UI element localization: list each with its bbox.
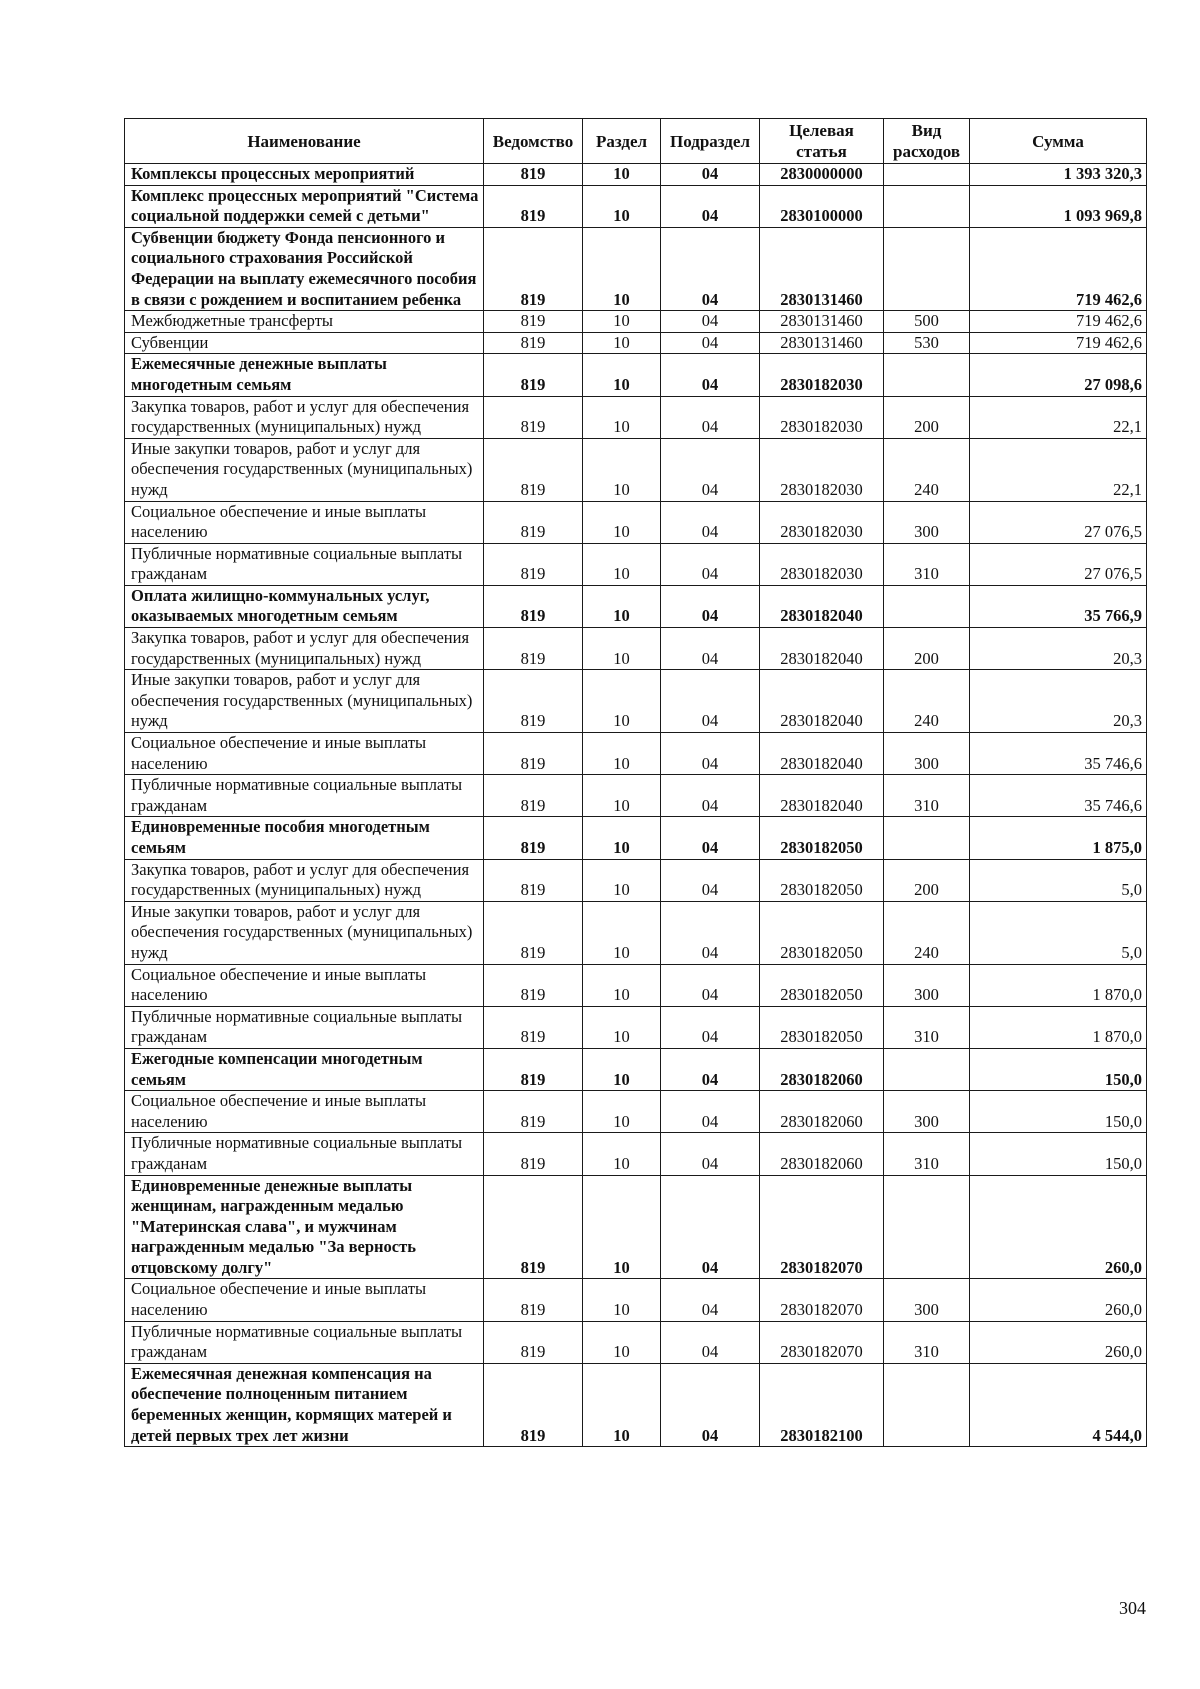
cell-celevaya-statya: 2830131460 bbox=[760, 332, 884, 354]
cell-name: Публичные нормативные социальные выплаты гражданам bbox=[125, 1006, 484, 1048]
table-row bbox=[125, 396, 1147, 438]
cell-vedomstvo: 819 bbox=[484, 733, 583, 775]
cell-celevaya-statya: 2830182100 bbox=[760, 1363, 884, 1446]
cell-vid-rashodov: 300 bbox=[884, 964, 970, 1006]
cell-razdel: 10 bbox=[583, 1048, 661, 1090]
cell-razdel: 10 bbox=[583, 164, 661, 186]
cell-vid-rashodov bbox=[884, 585, 970, 627]
cell-name: Публичные нормативные социальные выплаты гражданам bbox=[125, 1133, 484, 1175]
table-row bbox=[125, 901, 1147, 964]
cell-razdel: 10 bbox=[583, 332, 661, 354]
cell-celevaya-statya: 2830131460 bbox=[760, 311, 884, 333]
cell-razdel: 10 bbox=[583, 1175, 661, 1279]
cell-vedomstvo: 819 bbox=[484, 1091, 583, 1133]
table-row bbox=[125, 543, 1147, 585]
cell-summa: 4 544,0 bbox=[970, 1363, 1147, 1446]
cell-celevaya-statya: 2830182040 bbox=[760, 775, 884, 817]
cell-podrazdel: 04 bbox=[661, 964, 760, 1006]
cell-vedomstvo: 819 bbox=[484, 354, 583, 396]
table-row bbox=[125, 164, 1147, 186]
cell-summa: 719 462,6 bbox=[970, 332, 1147, 354]
cell-podrazdel: 04 bbox=[661, 1048, 760, 1090]
cell-celevaya-statya: 2830182040 bbox=[760, 628, 884, 670]
cell-summa: 150,0 bbox=[970, 1133, 1147, 1175]
cell-razdel: 10 bbox=[583, 901, 661, 964]
table-row bbox=[125, 859, 1147, 901]
cell-name: Публичные нормативные социальные выплаты гражданам bbox=[125, 543, 484, 585]
cell-celevaya-statya: 2830131460 bbox=[760, 227, 884, 310]
cell-celevaya-statya: 2830182050 bbox=[760, 1006, 884, 1048]
header-razdel: Раздел bbox=[583, 119, 661, 164]
cell-celevaya-statya: 2830182050 bbox=[760, 901, 884, 964]
cell-summa: 1 393 320,3 bbox=[970, 164, 1147, 186]
cell-summa: 150,0 bbox=[970, 1048, 1147, 1090]
cell-razdel: 10 bbox=[583, 1133, 661, 1175]
table-row bbox=[125, 775, 1147, 817]
cell-podrazdel: 04 bbox=[661, 501, 760, 543]
cell-celevaya-statya: 2830182030 bbox=[760, 501, 884, 543]
cell-summa: 719 462,6 bbox=[970, 311, 1147, 333]
header-celevaya-statya: Целевая статья bbox=[760, 119, 884, 164]
cell-podrazdel: 04 bbox=[661, 332, 760, 354]
header-podrazdel: Подраздел bbox=[661, 119, 760, 164]
cell-celevaya-statya: 2830182070 bbox=[760, 1279, 884, 1321]
table-body bbox=[125, 164, 1147, 1447]
cell-name: Комплексы процессных мероприятий bbox=[125, 164, 484, 186]
cell-summa: 1 093 969,8 bbox=[970, 185, 1147, 227]
cell-vedomstvo: 819 bbox=[484, 185, 583, 227]
cell-podrazdel: 04 bbox=[661, 1279, 760, 1321]
cell-name: Ежемесячная денежная компенсация на обеспечение полноценным питанием беременных женщин, кормящих матерей и детей первых трех лет жизни bbox=[125, 1363, 484, 1446]
cell-summa: 22,1 bbox=[970, 396, 1147, 438]
cell-podrazdel: 04 bbox=[661, 227, 760, 310]
cell-celevaya-statya: 2830182030 bbox=[760, 543, 884, 585]
cell-name: Публичные нормативные социальные выплаты гражданам bbox=[125, 1321, 484, 1363]
cell-razdel: 10 bbox=[583, 1006, 661, 1048]
cell-vedomstvo: 819 bbox=[484, 164, 583, 186]
cell-razdel: 10 bbox=[583, 1363, 661, 1446]
table-row bbox=[125, 628, 1147, 670]
cell-celevaya-statya: 2830182050 bbox=[760, 859, 884, 901]
table-row bbox=[125, 1279, 1147, 1321]
cell-podrazdel: 04 bbox=[661, 859, 760, 901]
cell-celevaya-statya: 2830182040 bbox=[760, 733, 884, 775]
cell-razdel: 10 bbox=[583, 1279, 661, 1321]
cell-name: Оплата жилищно-коммунальных услуг, оказываемых многодетным семьям bbox=[125, 585, 484, 627]
cell-name: Иные закупки товаров, работ и услуг для обеспечения государственных (муниципальных) нужд bbox=[125, 438, 484, 501]
cell-name: Закупка товаров, работ и услуг для обеспечения государственных (муниципальных) нужд bbox=[125, 396, 484, 438]
cell-podrazdel: 04 bbox=[661, 1363, 760, 1446]
cell-vid-rashodov: 300 bbox=[884, 1279, 970, 1321]
cell-summa: 27 076,5 bbox=[970, 501, 1147, 543]
table-header-row bbox=[125, 119, 1147, 164]
cell-podrazdel: 04 bbox=[661, 543, 760, 585]
cell-vedomstvo: 819 bbox=[484, 775, 583, 817]
cell-razdel: 10 bbox=[583, 227, 661, 310]
cell-celevaya-statya: 2830000000 bbox=[760, 164, 884, 186]
cell-podrazdel: 04 bbox=[661, 354, 760, 396]
cell-summa: 5,0 bbox=[970, 901, 1147, 964]
cell-vedomstvo: 819 bbox=[484, 1133, 583, 1175]
cell-razdel: 10 bbox=[583, 1321, 661, 1363]
cell-name: Социальное обеспечение и иные выплаты населению bbox=[125, 501, 484, 543]
cell-name: Закупка товаров, работ и услуг для обеспечения государственных (муниципальных) нужд bbox=[125, 628, 484, 670]
cell-name: Закупка товаров, работ и услуг для обеспечения государственных (муниципальных) нужд bbox=[125, 859, 484, 901]
table-row bbox=[125, 354, 1147, 396]
cell-vid-rashodov: 310 bbox=[884, 1006, 970, 1048]
cell-vedomstvo: 819 bbox=[484, 1279, 583, 1321]
table-row bbox=[125, 1321, 1147, 1363]
cell-razdel: 10 bbox=[583, 817, 661, 859]
cell-podrazdel: 04 bbox=[661, 1133, 760, 1175]
cell-summa: 35 746,6 bbox=[970, 733, 1147, 775]
cell-celevaya-statya: 2830182040 bbox=[760, 585, 884, 627]
cell-summa: 27 098,6 bbox=[970, 354, 1147, 396]
cell-razdel: 10 bbox=[583, 396, 661, 438]
cell-vid-rashodov: 310 bbox=[884, 543, 970, 585]
cell-razdel: 10 bbox=[583, 501, 661, 543]
cell-podrazdel: 04 bbox=[661, 670, 760, 733]
cell-celevaya-statya: 2830182070 bbox=[760, 1321, 884, 1363]
table-row bbox=[125, 1091, 1147, 1133]
table-row bbox=[125, 733, 1147, 775]
cell-vid-rashodov: 310 bbox=[884, 1321, 970, 1363]
page-number: 304 bbox=[1119, 1598, 1146, 1618]
table-row bbox=[125, 185, 1147, 227]
budget-table-page bbox=[124, 118, 1146, 1447]
table-row bbox=[125, 585, 1147, 627]
cell-podrazdel: 04 bbox=[661, 1321, 760, 1363]
cell-vedomstvo: 819 bbox=[484, 501, 583, 543]
cell-vid-rashodov bbox=[884, 1175, 970, 1279]
cell-vid-rashodov: 200 bbox=[884, 859, 970, 901]
table-row bbox=[125, 1133, 1147, 1175]
cell-podrazdel: 04 bbox=[661, 585, 760, 627]
cell-name: Иные закупки товаров, работ и услуг для обеспечения государственных (муниципальных) нужд bbox=[125, 901, 484, 964]
cell-podrazdel: 04 bbox=[661, 1175, 760, 1279]
cell-name: Ежегодные компенсации многодетным семьям bbox=[125, 1048, 484, 1090]
cell-podrazdel: 04 bbox=[661, 185, 760, 227]
cell-summa: 260,0 bbox=[970, 1279, 1147, 1321]
cell-vedomstvo: 819 bbox=[484, 585, 583, 627]
cell-vid-rashodov: 240 bbox=[884, 670, 970, 733]
cell-vid-rashodov bbox=[884, 354, 970, 396]
cell-summa: 260,0 bbox=[970, 1321, 1147, 1363]
cell-razdel: 10 bbox=[583, 185, 661, 227]
budget-table bbox=[124, 118, 1147, 1447]
cell-vid-rashodov: 530 bbox=[884, 332, 970, 354]
cell-celevaya-statya: 2830182030 bbox=[760, 396, 884, 438]
table-row bbox=[125, 438, 1147, 501]
cell-summa: 5,0 bbox=[970, 859, 1147, 901]
cell-summa: 1 870,0 bbox=[970, 964, 1147, 1006]
cell-summa: 20,3 bbox=[970, 670, 1147, 733]
cell-summa: 35 746,6 bbox=[970, 775, 1147, 817]
header-name: Наименование bbox=[125, 119, 484, 164]
cell-vedomstvo: 819 bbox=[484, 1363, 583, 1446]
cell-razdel: 10 bbox=[583, 628, 661, 670]
cell-name: Единовременные пособия многодетным семьям bbox=[125, 817, 484, 859]
cell-celevaya-statya: 2830182040 bbox=[760, 670, 884, 733]
cell-podrazdel: 04 bbox=[661, 1006, 760, 1048]
cell-vid-rashodov bbox=[884, 1363, 970, 1446]
cell-vedomstvo: 819 bbox=[484, 438, 583, 501]
cell-vedomstvo: 819 bbox=[484, 1006, 583, 1048]
cell-name: Субвенции bbox=[125, 332, 484, 354]
cell-vid-rashodov: 240 bbox=[884, 901, 970, 964]
cell-podrazdel: 04 bbox=[661, 775, 760, 817]
cell-summa: 150,0 bbox=[970, 1091, 1147, 1133]
cell-summa: 719 462,6 bbox=[970, 227, 1147, 310]
cell-vedomstvo: 819 bbox=[484, 901, 583, 964]
cell-vid-rashodov: 300 bbox=[884, 501, 970, 543]
cell-vedomstvo: 819 bbox=[484, 227, 583, 310]
cell-razdel: 10 bbox=[583, 670, 661, 733]
table-row bbox=[125, 1048, 1147, 1090]
cell-vid-rashodov bbox=[884, 185, 970, 227]
table-row bbox=[125, 332, 1147, 354]
cell-vid-rashodov: 310 bbox=[884, 1133, 970, 1175]
cell-razdel: 10 bbox=[583, 733, 661, 775]
cell-vedomstvo: 819 bbox=[484, 311, 583, 333]
cell-summa: 20,3 bbox=[970, 628, 1147, 670]
cell-razdel: 10 bbox=[583, 543, 661, 585]
cell-podrazdel: 04 bbox=[661, 396, 760, 438]
cell-vid-rashodov: 500 bbox=[884, 311, 970, 333]
cell-name: Комплекс процессных мероприятий "Система социальной поддержки семей с детьми" bbox=[125, 185, 484, 227]
cell-razdel: 10 bbox=[583, 775, 661, 817]
cell-name: Ежемесячные денежные выплаты многодетным семьям bbox=[125, 354, 484, 396]
cell-vid-rashodov: 200 bbox=[884, 628, 970, 670]
header-summa: Сумма bbox=[970, 119, 1147, 164]
cell-name: Субвенции бюджету Фонда пенсионного и социального страхования Российской Федерации на выплату ежемесячного пособия в связи с рождением и воспитанием ребенка bbox=[125, 227, 484, 310]
cell-vid-rashodov: 300 bbox=[884, 733, 970, 775]
cell-celevaya-statya: 2830182030 bbox=[760, 354, 884, 396]
cell-summa: 1 870,0 bbox=[970, 1006, 1147, 1048]
cell-summa: 27 076,5 bbox=[970, 543, 1147, 585]
cell-podrazdel: 04 bbox=[661, 164, 760, 186]
cell-vedomstvo: 819 bbox=[484, 859, 583, 901]
cell-vedomstvo: 819 bbox=[484, 1175, 583, 1279]
cell-vid-rashodov bbox=[884, 1048, 970, 1090]
cell-vedomstvo: 819 bbox=[484, 1048, 583, 1090]
cell-vedomstvo: 819 bbox=[484, 396, 583, 438]
table-row bbox=[125, 817, 1147, 859]
table-row bbox=[125, 964, 1147, 1006]
cell-celevaya-statya: 2830182070 bbox=[760, 1175, 884, 1279]
table-row bbox=[125, 501, 1147, 543]
cell-summa: 35 766,9 bbox=[970, 585, 1147, 627]
cell-podrazdel: 04 bbox=[661, 1091, 760, 1133]
cell-podrazdel: 04 bbox=[661, 817, 760, 859]
cell-celevaya-statya: 2830182060 bbox=[760, 1091, 884, 1133]
cell-vedomstvo: 819 bbox=[484, 670, 583, 733]
cell-podrazdel: 04 bbox=[661, 733, 760, 775]
cell-razdel: 10 bbox=[583, 354, 661, 396]
cell-vid-rashodov: 200 bbox=[884, 396, 970, 438]
cell-vid-rashodov: 240 bbox=[884, 438, 970, 501]
cell-razdel: 10 bbox=[583, 311, 661, 333]
cell-name: Единовременные денежные выплаты женщинам, награжденным медалью "Материнская слава", и мужчинам награжденным медалью "За верность отцовскому долгу" bbox=[125, 1175, 484, 1279]
cell-vid-rashodov bbox=[884, 164, 970, 186]
cell-vedomstvo: 819 bbox=[484, 964, 583, 1006]
cell-celevaya-statya: 2830100000 bbox=[760, 185, 884, 227]
table-row bbox=[125, 1006, 1147, 1048]
cell-vedomstvo: 819 bbox=[484, 543, 583, 585]
cell-name: Социальное обеспечение и иные выплаты населению bbox=[125, 964, 484, 1006]
cell-name: Социальное обеспечение и иные выплаты населению bbox=[125, 1279, 484, 1321]
cell-summa: 1 875,0 bbox=[970, 817, 1147, 859]
cell-razdel: 10 bbox=[583, 438, 661, 501]
cell-summa: 260,0 bbox=[970, 1175, 1147, 1279]
cell-celevaya-statya: 2830182060 bbox=[760, 1133, 884, 1175]
cell-podrazdel: 04 bbox=[661, 628, 760, 670]
table-row bbox=[125, 1175, 1147, 1279]
table-row bbox=[125, 670, 1147, 733]
cell-vedomstvo: 819 bbox=[484, 332, 583, 354]
cell-name: Социальное обеспечение и иные выплаты населению bbox=[125, 733, 484, 775]
cell-vid-rashodov bbox=[884, 817, 970, 859]
header-vedomstvo: Ведомство bbox=[484, 119, 583, 164]
cell-podrazdel: 04 bbox=[661, 438, 760, 501]
cell-vedomstvo: 819 bbox=[484, 817, 583, 859]
cell-razdel: 10 bbox=[583, 1091, 661, 1133]
header-vid-rashodov: Вид расходов bbox=[884, 119, 970, 164]
cell-celevaya-statya: 2830182050 bbox=[760, 817, 884, 859]
cell-celevaya-statya: 2830182030 bbox=[760, 438, 884, 501]
cell-name: Социальное обеспечение и иные выплаты населению bbox=[125, 1091, 484, 1133]
cell-vid-rashodov bbox=[884, 227, 970, 310]
cell-celevaya-statya: 2830182050 bbox=[760, 964, 884, 1006]
cell-vid-rashodov: 310 bbox=[884, 775, 970, 817]
cell-summa: 22,1 bbox=[970, 438, 1147, 501]
table-row bbox=[125, 227, 1147, 310]
cell-razdel: 10 bbox=[583, 585, 661, 627]
cell-razdel: 10 bbox=[583, 859, 661, 901]
cell-razdel: 10 bbox=[583, 964, 661, 1006]
cell-name: Межбюджетные трансферты bbox=[125, 311, 484, 333]
cell-name: Публичные нормативные социальные выплаты гражданам bbox=[125, 775, 484, 817]
cell-podrazdel: 04 bbox=[661, 901, 760, 964]
cell-vid-rashodov: 300 bbox=[884, 1091, 970, 1133]
cell-vedomstvo: 819 bbox=[484, 628, 583, 670]
cell-name: Иные закупки товаров, работ и услуг для обеспечения государственных (муниципальных) нужд bbox=[125, 670, 484, 733]
table-row bbox=[125, 311, 1147, 333]
table-row bbox=[125, 1363, 1147, 1446]
cell-vedomstvo: 819 bbox=[484, 1321, 583, 1363]
cell-podrazdel: 04 bbox=[661, 311, 760, 333]
cell-celevaya-statya: 2830182060 bbox=[760, 1048, 884, 1090]
